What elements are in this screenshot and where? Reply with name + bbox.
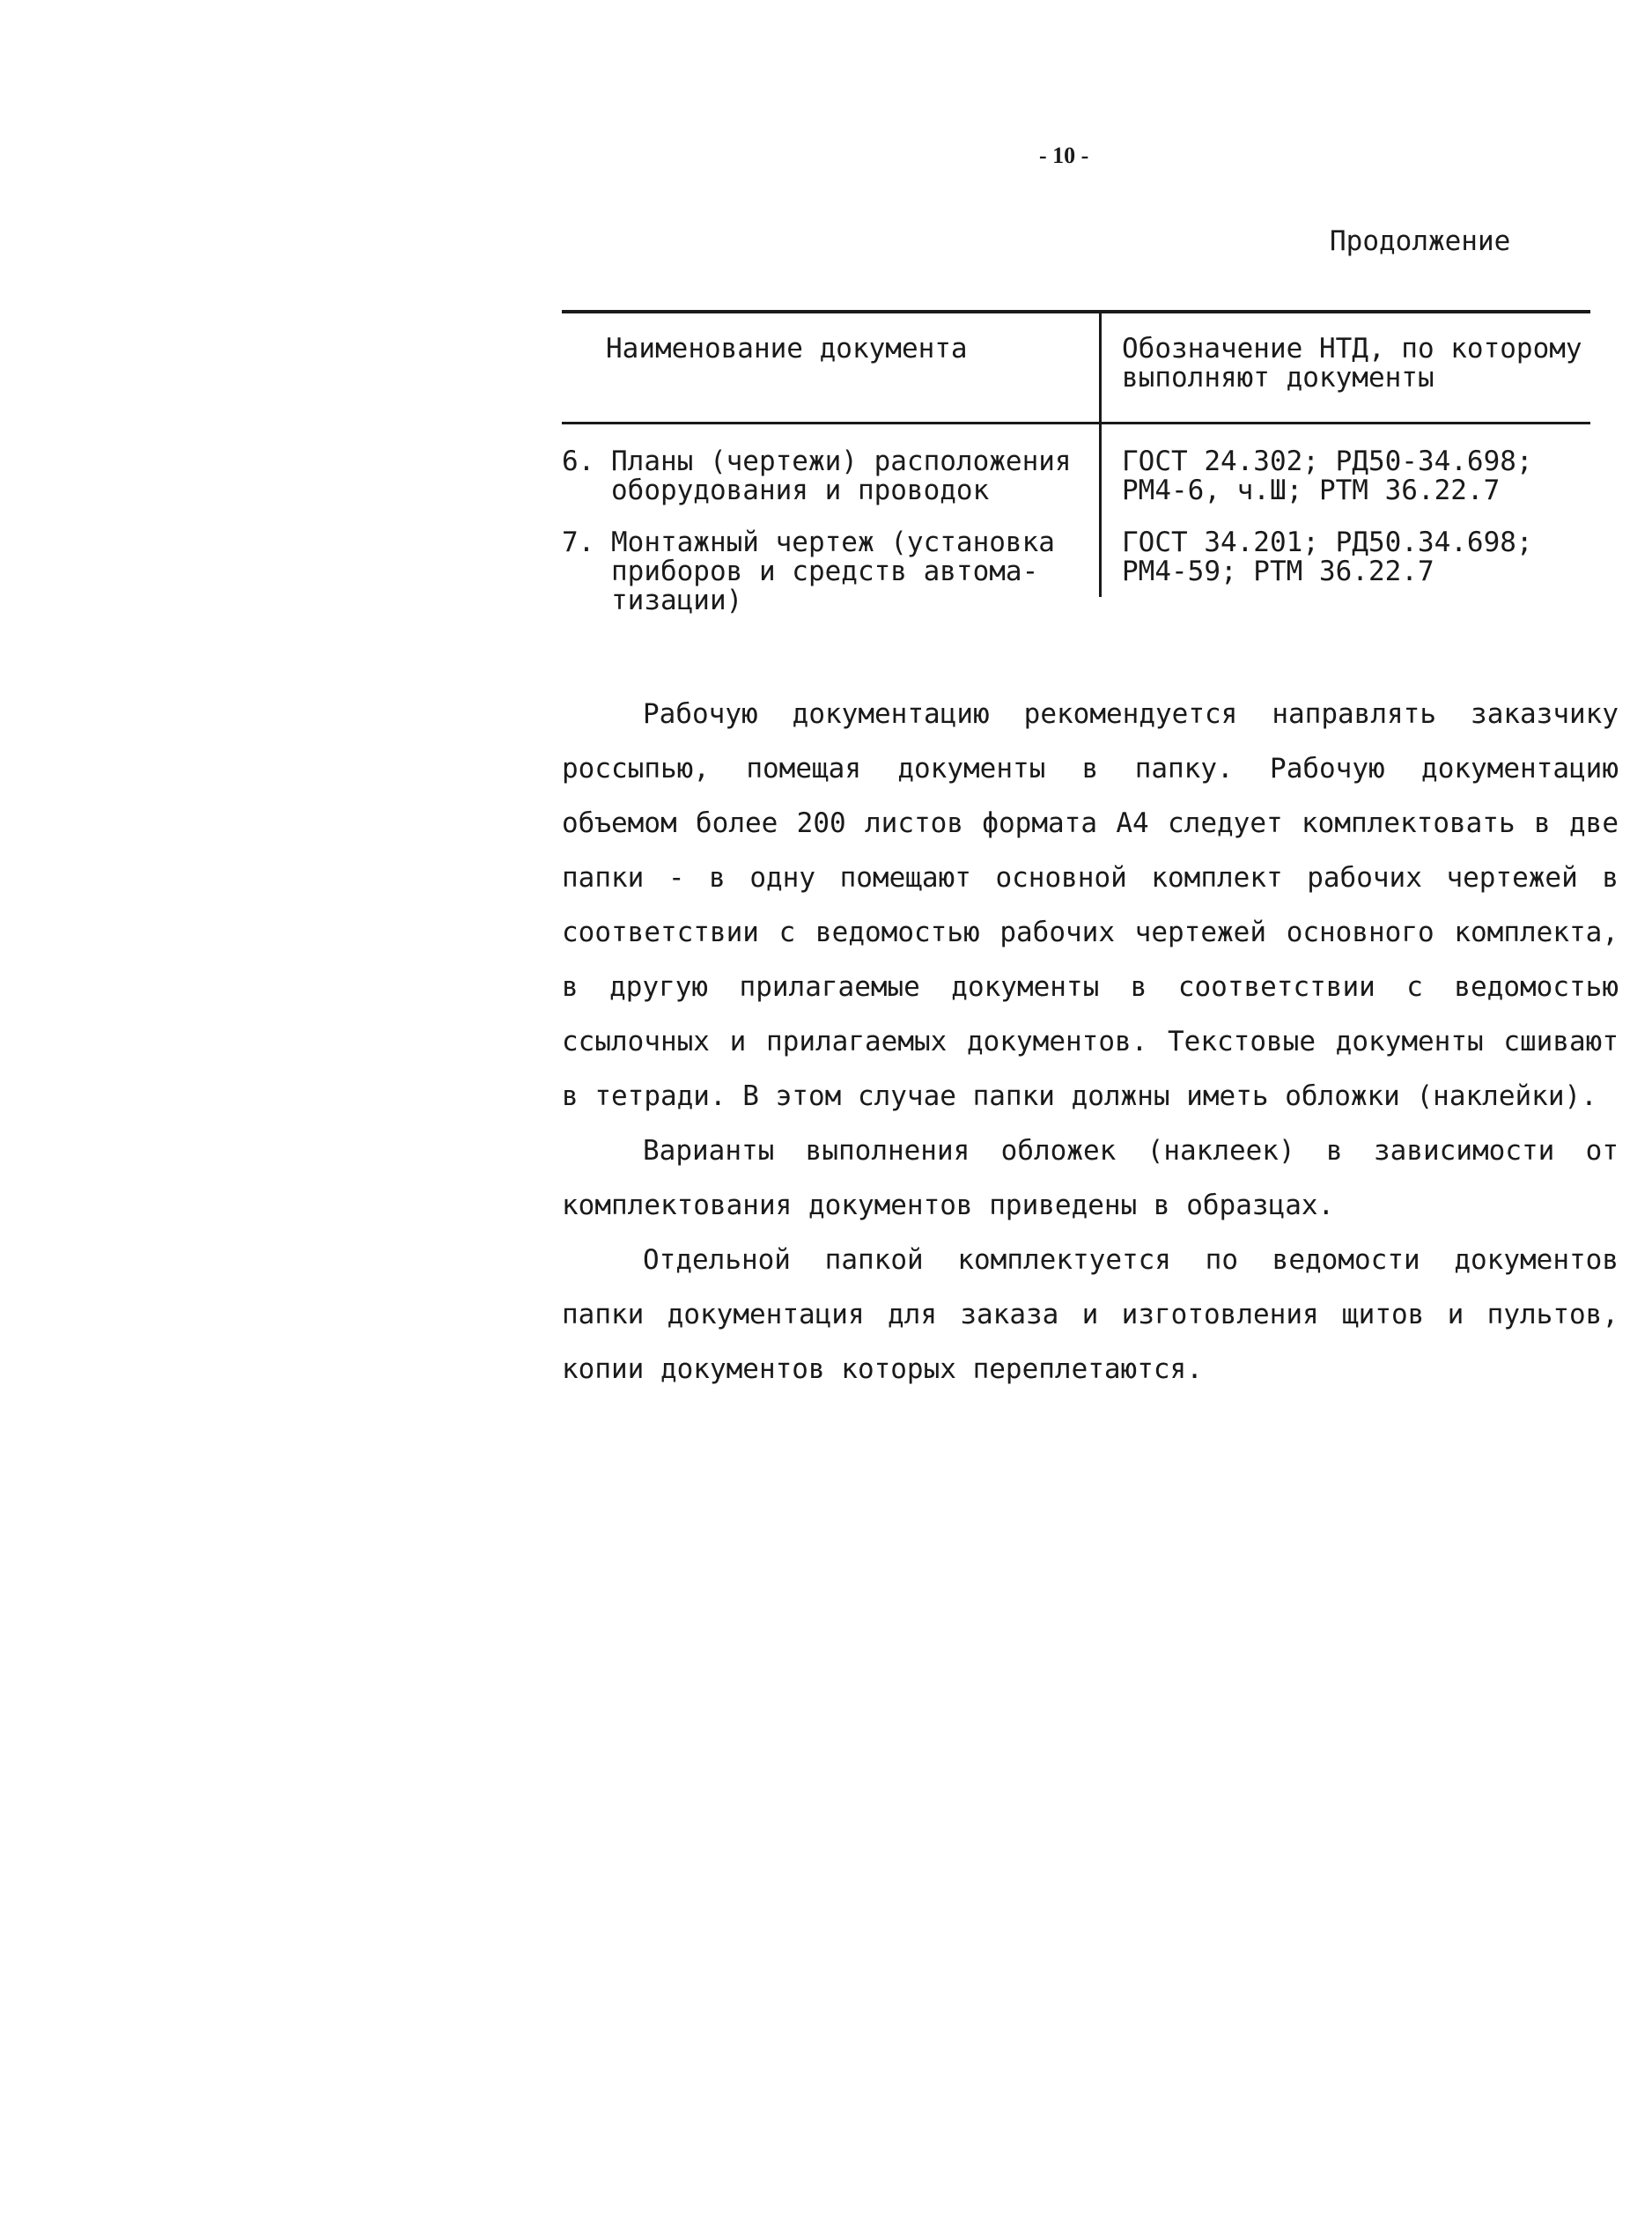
header-document-name: Наименование документа xyxy=(606,333,968,365)
table-header-rule xyxy=(562,422,1590,424)
page-number: - 10 - xyxy=(1039,143,1089,168)
table-top-rule xyxy=(562,310,1590,313)
table-column-divider xyxy=(1099,313,1102,597)
header-ntd-designation: Обозначение НТД, по которому выполняют документы xyxy=(1122,333,1582,394)
table-row-6-ntd: ГОСТ 24.302; РД50-34.698; РМ4-6, ч.Ш; РТМ 36.22.7 xyxy=(1122,446,1533,506)
continuation-label: Продолжение xyxy=(1330,225,1511,257)
table-row-6-name: 6. Планы (чертежи) расположения оборудования и проводок xyxy=(562,446,1072,506)
table-row-7-ntd: ГОСТ 34.201; РД50.34.698; РМ4-59; РТМ 36.22.7 xyxy=(1122,527,1533,587)
paragraph: Варианты выполнения обложек (наклеек) в зависимости от комплектования документов приведены в образцах. xyxy=(562,1135,1619,1221)
body-text xyxy=(562,687,1619,1396)
paragraph: Рабочую документацию рекомендуется направлять заказчику россыпью, помещая документы в папку. Рабочую документацию объемом более 200 листов формата А4 следует комплектовать в две папки - в одну помещают основной комплект рабочих чертежей в соответствии с ведомостью рабочих чертежей основного комплекта, в другую прилагаемые документы в соответствии с ведомостью ссылочных и прилагаемых документов. Текстовые документы сшивают в тетради. В этом случае папки должны иметь обложки (наклейки). xyxy=(562,698,1619,1112)
table-row-7-name: 7. Монтажный чертеж (установка приборов и средств автома- тизации) xyxy=(562,527,1055,616)
paragraph: Отдельной папкой комплектуется по ведомости документов папки документация для заказа и изготовления щитов и пультов, копии документов которых переплетаются. xyxy=(562,1244,1619,1385)
